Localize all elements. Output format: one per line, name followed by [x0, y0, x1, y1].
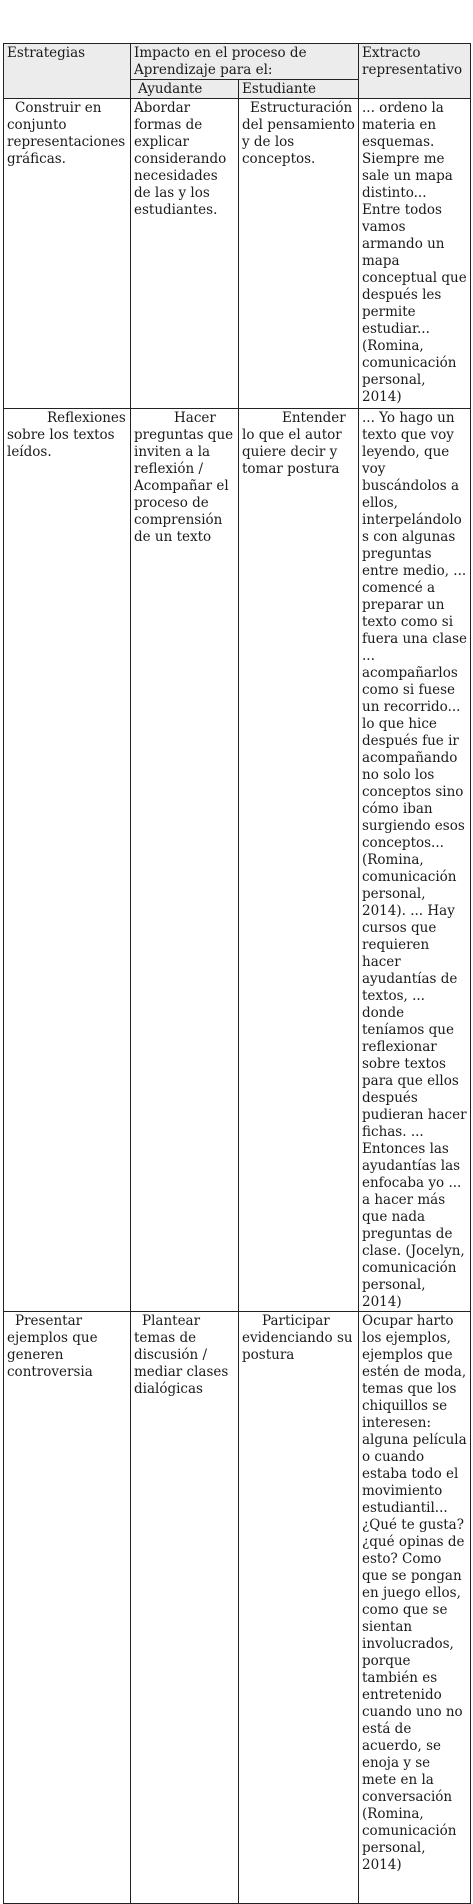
table-row [4, 1312, 471, 1904]
helper-cell: Plantear temas de discusión / mediar clases dialógicas [131, 1312, 239, 1904]
strategy-cell: Construir en conjunto representaciones gráficas. [4, 99, 131, 409]
strategies-table [3, 43, 471, 1904]
student-cell: Participar evidenciando su postura [239, 1312, 359, 1904]
strategy-cell: Presentar ejemplos que generen controversia [4, 1312, 131, 1904]
helper-cell: Hacer preguntas que inviten a la reflexión / Acompañar el proceso de comprensión de un texto [131, 409, 239, 1312]
header-student: Estudiante [239, 80, 359, 99]
extract-cell: ... Yo hago un texto que voy leyendo, que voy buscándolos a ellos, interpelándolos con algunas preguntas entre medio, ... comencé a preparar un texto como si fuera una clase ... acompañarlos como si fuese un recorrido... lo que hice después fue ir acompañando no solo los conceptos sino cómo iban surgiendo esos conceptos... (Romina, comunicación personal, 2014). ... Hay cursos que requieren hacer ayudantías de textos, ... donde teníamos que reflexionar sobre textos para que ellos después pudieran hacer fichas. ... Entonces las ayudantías las enfocaba yo ... a hacer más que nada preguntas de clase. (Jocelyn, comunicación personal, 2014) [359, 409, 471, 1312]
student-cell: Entender lo que el autor quiere decir y tomar postura [239, 409, 359, 1312]
extract-cell: Ocupar harto los ejemplos, ejemplos que estén de moda, temas que los chiquillos se interesen: alguna película o cuando estaba todo el movimiento estudiantil... ¿Qué te gusta? ¿qué opinas de esto? Como que se pongan en juego ellos, como que se sientan involucrados, porque también es entretenido cuando uno no está de acuerdo, se enoja y se mete en la conversación (Romina, comunicación personal, 2014) [359, 1312, 471, 1904]
table-row [4, 409, 471, 1312]
table-header-row [4, 44, 471, 80]
helper-cell: Abordar formas de explicar considerando necesidades de las y los estudiantes. [131, 99, 239, 409]
student-cell: Estructuración del pensamiento y de los conceptos. [239, 99, 359, 409]
strategy-cell: Reflexiones sobre los textos leídos. [4, 409, 131, 1312]
header-extract: Extracto representativo [359, 44, 471, 99]
header-strategies: Estrategias [4, 44, 131, 99]
table-row [4, 99, 471, 409]
header-helper: Ayudante [131, 80, 239, 99]
header-impact: Impacto en el proceso de Aprendizaje para el: [131, 44, 359, 80]
extract-cell: ... ordeno la materia en esquemas. Siempre me sale un mapa distinto... Entre todos vamos armando un mapa conceptual que después les permite estudiar... (Romina, comunicación personal, 2014) [359, 99, 471, 409]
